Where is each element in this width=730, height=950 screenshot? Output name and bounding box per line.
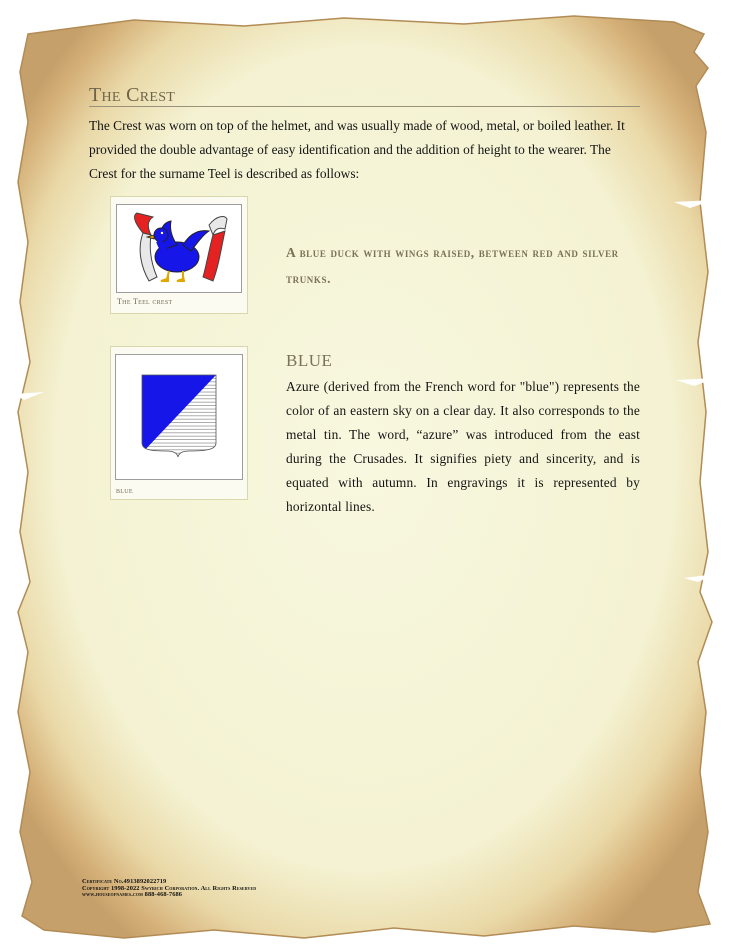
crest-image [116,204,242,293]
footer [82,879,256,899]
contact-line: www.houseofnames.com 888-468-7686 [82,891,183,899]
tincture-figure [110,346,248,500]
certificate-number: Certificate No.4913892022719 [82,878,167,885]
blue-shield-icon [116,355,242,479]
tincture-image [115,354,243,480]
crest-caption: The Teel crest [117,297,173,306]
crest-blazon: A blue duck with wings raised, between red and silver trunks. [286,245,619,286]
duck-with-trunks-crest-icon [117,205,241,292]
tincture-caption: blue [116,486,133,495]
tincture-title: BLUE [286,351,333,370]
copyright-notice: Copyright 1998-2022 Swyrich Corporation. All Rights Reserved [82,884,257,892]
tincture-description: Azure (derived from the French word for "blue") represents the color of an eastern sky on a clear day. It also corresponds to the metal tin. The word, “azure” was introduced from the east during the Crusades. It signifies piety and sincerity, and is equated with autumn. In engravings it is represented by horizontal lines. [286,379,640,514]
section-title: The Crest [89,84,640,107]
crest-figure [110,196,248,314]
intro-paragraph: The Crest was worn on top of the helmet, and was usually made of wood, metal, or boiled leather. It provided the double advantage of easy identification and the addition of height to the wearer. The Crest for the surname Teel is described as follows: [89,118,625,181]
